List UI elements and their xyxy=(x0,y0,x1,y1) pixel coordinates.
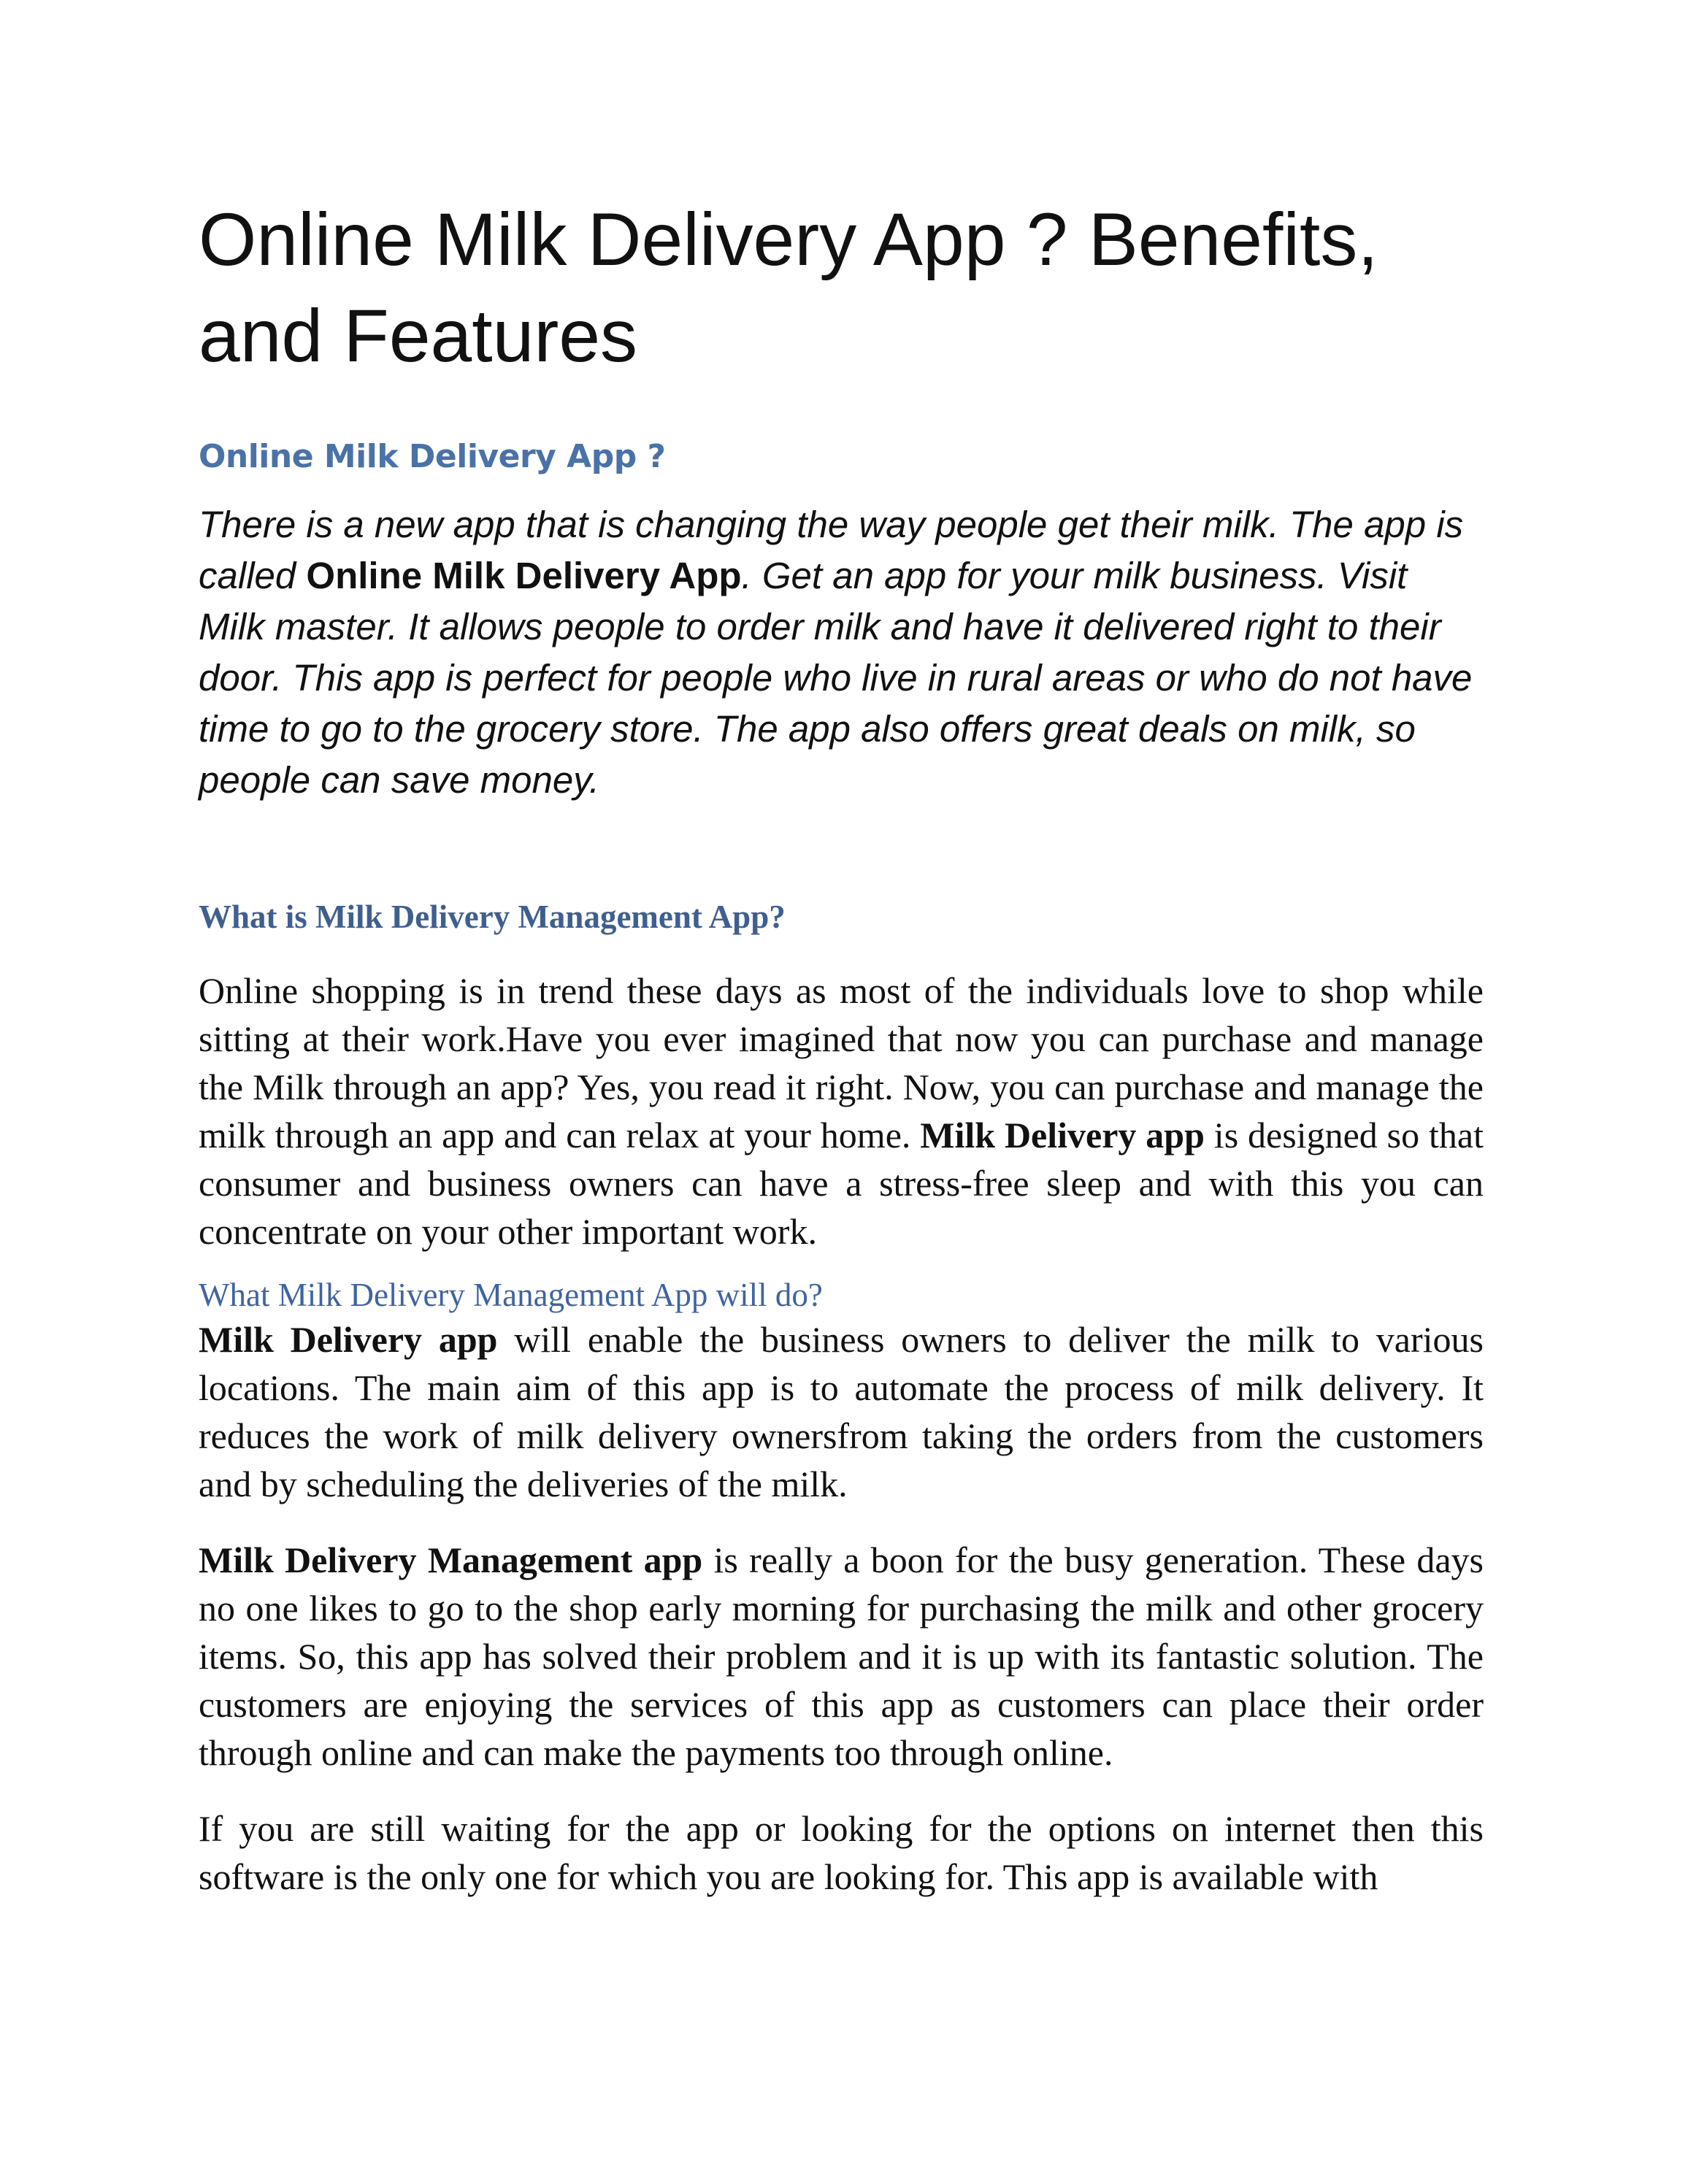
intro-text-b: . Get an app for your milk business. Visit Milk master. It allows people to order milk and have it delivered right to their door. This app is perfect for people who live in rural areas or who do not have time to go to the grocery store. The app also offers great deals on milk, so people can save money. xyxy=(199,555,1473,801)
will-do-bold-1: Milk Delivery app xyxy=(199,1319,498,1360)
will-do-text-2: is really a boon for the busy generation. These days no one likes to go to the shop early morning for purchasing the milk and other grocery items. So, this app has solved their problem and it is up with its fantastic solution. The customers are enjoying the services of this app as customers can place their order through online and can make the payments too through online. xyxy=(199,1539,1484,1773)
will-do-bold-2: Milk Delivery Management app xyxy=(199,1539,703,1580)
what-is-text-a: Online shopping is in trend these days as most of the individuals love to shop while sitting at their work.Have you ever imagined that now you can purchase and manage the Milk through an app? Yes, you read it right. Now, you can purchase and manage the milk through an app and can relax at your home. xyxy=(199,970,1484,1156)
intro-paragraph xyxy=(199,499,1484,806)
page-title: Online Milk Delivery App ? Benefits, and Features xyxy=(199,198,1378,377)
section-heading-online-milk-delivery-app: Online Milk Delivery App ? xyxy=(199,438,666,475)
intro-bold-app-name: Online Milk Delivery App xyxy=(306,555,742,596)
intro-text-a: There is a new app that is changing the way people get their milk. The app is called xyxy=(199,504,1464,596)
what-is-bold: Milk Delivery app xyxy=(920,1115,1205,1156)
section-heading-what-will-do: What Milk Delivery Management App will do? xyxy=(199,1277,823,1313)
what-is-text-b: is designed so that consumer and business owners can have a stress-free sleep and with this you can concentrate on your other important work. xyxy=(199,1115,1484,1252)
will-do-paragraph-2 xyxy=(199,1536,1484,1777)
section-heading-what-is: What is Milk Delivery Management App? xyxy=(199,899,786,935)
will-do-text-3: If you are still waiting for the app or looking for the options on internet then this software is the only one for which you are looking for. This app is available with xyxy=(199,1808,1484,1897)
will-do-text-1: will enable the business owners to deliver the milk to various locations. The main aim of this app is to automate the process of milk delivery. It reduces the work of milk delivery ownersfrom taking the orders from the customers and by scheduling the deliveries of the milk. xyxy=(199,1319,1484,1504)
document-page xyxy=(199,191,1484,1901)
will-do-paragraph-1 xyxy=(199,1315,1484,1508)
will-do-paragraph-3 xyxy=(199,1804,1484,1901)
what-is-paragraph xyxy=(199,966,1484,1256)
